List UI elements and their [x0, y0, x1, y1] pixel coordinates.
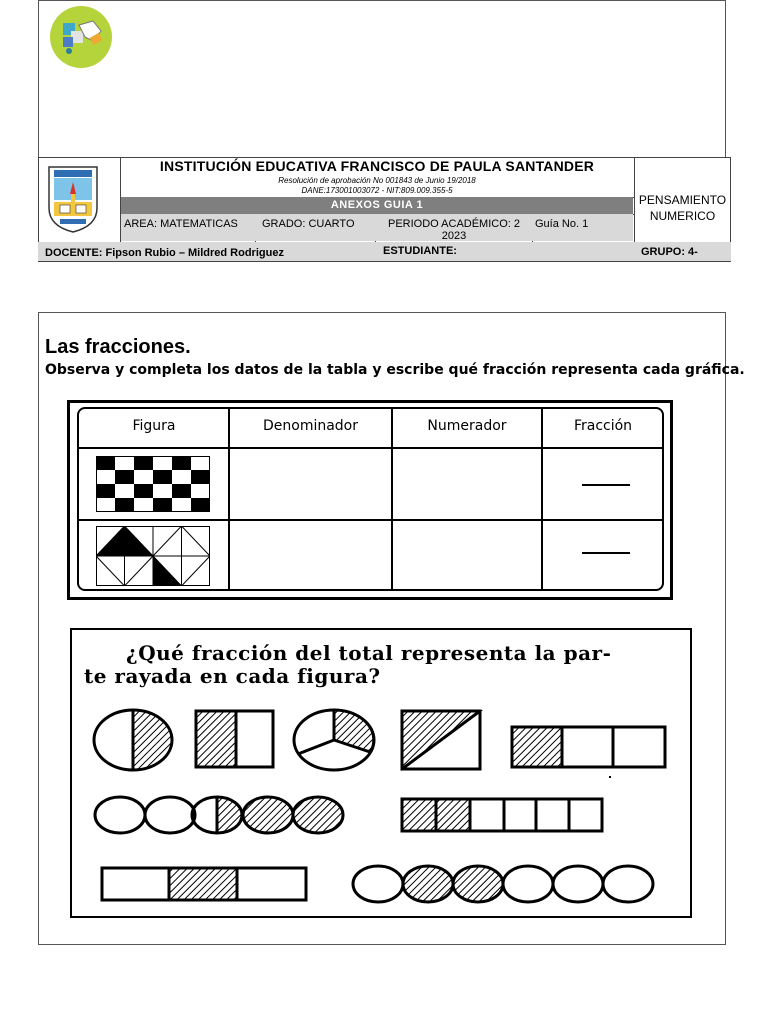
checkerboard-figure	[96, 456, 210, 517]
section-title: Las fracciones.	[45, 336, 191, 358]
dane-nit-text: DANE:173001003072 - NIT:809.009.355-5	[301, 186, 453, 195]
annex-title: ANEXOS GUIA 1	[121, 197, 633, 214]
subject-line2: NUMERICO	[649, 209, 716, 223]
fraction-blank-2[interactable]	[582, 552, 630, 554]
subject-line1: PENSAMIENTO	[638, 193, 727, 207]
fraction-blank-1[interactable]	[582, 484, 630, 486]
group-label: GRUPO: 4-	[641, 246, 698, 258]
question-line-2: te rayada en cada figura?	[84, 664, 381, 688]
col-header-fraccion: Fracción	[573, 418, 633, 434]
teachers-label: DOCENTE: Fipson Rubio – Mildred Rodriguez	[45, 247, 284, 259]
institution-name: INSTITUCIÓN EDUCATIVA FRANCISCO DE PAULA SANTANDER	[159, 158, 595, 174]
area-label: AREA: MATEMATICAS	[124, 218, 238, 230]
col-header-numerador: Numerador	[427, 418, 507, 434]
col-header-denominador: Denominador	[262, 418, 359, 434]
question-line-1: ¿Qué fracción del total representa la par-	[126, 641, 612, 665]
col-header-figura: Figura	[132, 418, 176, 434]
header-top-box	[38, 0, 726, 158]
fraction-figures	[72, 700, 690, 917]
section-instruction: Observa y completa los datos de la tabla y escribe qué fracción representa cada gráfica.	[45, 362, 745, 378]
grade-label: GRADO: CUARTO	[262, 218, 355, 230]
student-label: ESTUDIANTE:	[383, 245, 457, 257]
school-shield-logo	[46, 164, 100, 234]
resolution-text: Resolución de aprobación No 001843 de Junio 19/2018	[278, 176, 476, 185]
period-label: PERIODO ACADÉMICO: 2	[387, 218, 521, 230]
guide-number: Guía No. 1	[535, 218, 589, 230]
period-year: 2023	[441, 230, 467, 242]
triangle-grid-figure	[96, 526, 210, 591]
school-puzzle-logo	[49, 5, 113, 69]
